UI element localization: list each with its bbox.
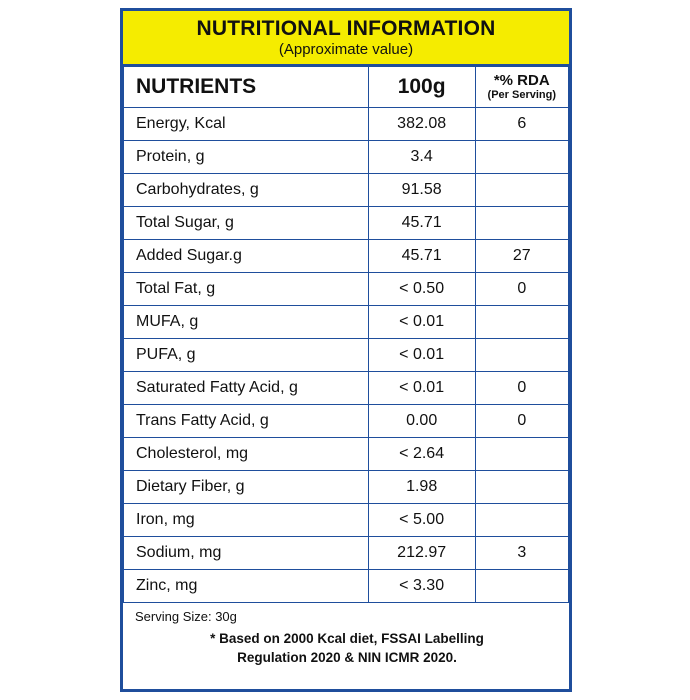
nutrient-name: MUFA, g xyxy=(124,306,369,339)
footnote-line-2: Regulation 2020 & NIN ICMR 2020. xyxy=(237,649,457,665)
footnote xyxy=(135,630,559,666)
nutrient-rda: 6 xyxy=(475,108,568,141)
table-body xyxy=(124,108,569,603)
table-head xyxy=(124,67,569,108)
nutrient-value: < 3.30 xyxy=(368,570,475,603)
column-header-rda-label: *% RDA xyxy=(493,72,550,90)
nutrient-name: Carbohydrates, g xyxy=(124,174,369,207)
nutrient-value: 1.98 xyxy=(368,471,475,504)
column-header-rda-sublabel: (Per Serving) xyxy=(487,88,556,101)
nutrient-name: Trans Fatty Acid, g xyxy=(124,405,369,438)
nutrient-value: 382.08 xyxy=(368,108,475,141)
nutrient-value: 45.71 xyxy=(368,207,475,240)
nutrient-value: < 0.01 xyxy=(368,372,475,405)
table-row xyxy=(124,438,569,471)
panel-subtitle: (Approximate value) xyxy=(278,41,414,59)
nutrient-rda xyxy=(475,207,568,240)
nutrient-rda xyxy=(475,141,568,174)
nutrient-rda xyxy=(475,306,568,339)
column-header-nutrients: NUTRIENTS xyxy=(124,67,369,108)
table-row xyxy=(124,108,569,141)
nutrient-name: Sodium, mg xyxy=(124,537,369,570)
nutrient-name: Iron, mg xyxy=(124,504,369,537)
panel-title: NUTRITIONAL INFORMATION xyxy=(196,17,496,40)
panel-header xyxy=(123,11,569,66)
nutrient-name: Zinc, mg xyxy=(124,570,369,603)
nutrient-value: < 0.50 xyxy=(368,273,475,306)
table-row xyxy=(124,405,569,438)
nutrient-rda: 0 xyxy=(475,372,568,405)
nutrient-name: Cholesterol, mg xyxy=(124,438,369,471)
nutrient-value: < 5.00 xyxy=(368,504,475,537)
nutrient-rda xyxy=(475,471,568,504)
nutrient-rda: 0 xyxy=(475,273,568,306)
table-row xyxy=(124,207,569,240)
nutrient-value: < 2.64 xyxy=(368,438,475,471)
table-row xyxy=(124,273,569,306)
nutrient-value: 0.00 xyxy=(368,405,475,438)
nutrient-value: 91.58 xyxy=(368,174,475,207)
serving-size-text: Serving Size: 30g xyxy=(135,609,237,625)
nutrient-rda: 3 xyxy=(475,537,568,570)
nutrient-rda xyxy=(475,504,568,537)
nutrient-name: Energy, Kcal xyxy=(124,108,369,141)
table-row xyxy=(124,570,569,603)
nutrient-name: Protein, g xyxy=(124,141,369,174)
nutrition-facts-panel xyxy=(120,8,572,692)
table-row xyxy=(124,471,569,504)
nutrient-rda xyxy=(475,339,568,372)
nutrient-rda: 27 xyxy=(475,240,568,273)
nutrient-name: PUFA, g xyxy=(124,339,369,372)
table-row xyxy=(124,504,569,537)
column-header-rda xyxy=(475,67,568,108)
nutrient-value: 212.97 xyxy=(368,537,475,570)
nutrient-name: Added Sugar.g xyxy=(124,240,369,273)
panel-footer xyxy=(123,603,569,674)
footnote-line-1: * Based on 2000 Kcal diet, FSSAI Labelling xyxy=(210,631,484,647)
table-header-row xyxy=(124,67,569,108)
nutrient-name: Dietary Fiber, g xyxy=(124,471,369,504)
nutrient-value: 3.4 xyxy=(368,141,475,174)
nutrient-rda xyxy=(475,438,568,471)
nutrient-rda xyxy=(475,174,568,207)
table-row xyxy=(124,372,569,405)
table-row xyxy=(124,141,569,174)
nutrient-rda xyxy=(475,570,568,603)
table-row xyxy=(124,306,569,339)
table-row xyxy=(124,174,569,207)
nutrient-name: Saturated Fatty Acid, g xyxy=(124,372,369,405)
nutrient-name: Total Sugar, g xyxy=(124,207,369,240)
table-row xyxy=(124,339,569,372)
nutrient-rda: 0 xyxy=(475,405,568,438)
nutrient-value: < 0.01 xyxy=(368,339,475,372)
nutrient-value: < 0.01 xyxy=(368,306,475,339)
table-row xyxy=(124,240,569,273)
nutrient-name: Total Fat, g xyxy=(124,273,369,306)
nutrient-value: 45.71 xyxy=(368,240,475,273)
column-header-per-100g: 100g xyxy=(368,67,475,108)
table-row xyxy=(124,537,569,570)
nutrition-table xyxy=(123,66,569,603)
